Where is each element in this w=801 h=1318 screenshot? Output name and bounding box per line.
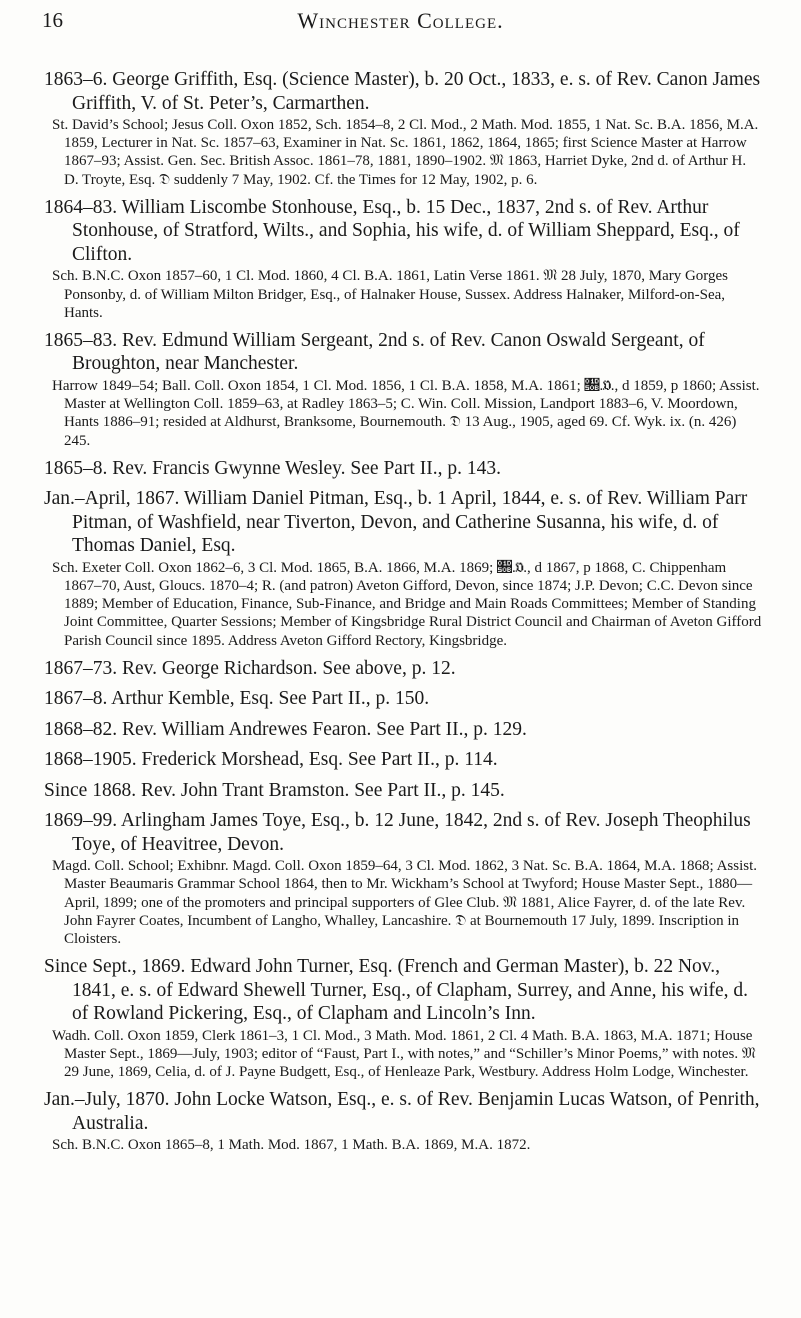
entry-heading: 1868–82. Rev. William Andrewes Fearon. See Part II., p. 129. [44, 718, 527, 740]
entry-heading: Jan.–July, 1870. John Locke Watson, Esq., e. s. of Rev. Benjamin Lucas Watson, of Penrith, Australia. [44, 1089, 760, 1134]
entry-details: Harrow 1849–54; Ball. Coll. Oxon 1854, 1 Cl. Mod. 1856, 1 Cl. B.A. 1858, M.A. 1861; 𝔋.𝔒., d 1859, p 1860; Assist. Master at Wellington Coll. 1859–63, at Radley 1863–5; C. Win. Coll. Mission, Landport 1883–6, V. Moordown, Hants 1886–91; resided at Aldhurst, Branksome, Bournemouth. 𝔇 13 Aug., 1905, aged 69. Cf. Wyk. ix. (n. 426) 245. [52, 377, 760, 449]
entries-list [44, 68, 764, 1162]
entry-heading: 1867–73. Rev. George Richardson. See above, p. 12. [44, 657, 456, 679]
list-item [44, 955, 764, 1081]
entry-heading: Since 1868. Rev. John Trant Bramston. See Part II., p. 145. [44, 779, 505, 801]
list-item [44, 718, 764, 742]
entry-details: Wadh. Coll. Oxon 1859, Clerk 1861–3, 1 Cl. Mod., 3 Math. Mod. 1861, 2 Cl. 4 Math. B.A. 1863, M.A. 1871; House Master Sept., 1869—July, 1903; editor of “Faust, Part I., with notes,” and “Schiller’s Minor Poems,” with notes. 𝔐 29 June, 1869, Celia, d. of J. Payne Budgett, Esq., of Henleaze Park, Westbury. Address Holm Lodge, Winchester. [52, 1027, 756, 1081]
entry-details: Sch. Exeter Coll. Oxon 1862–6, 3 Cl. Mod. 1865, B.A. 1866, M.A. 1869; 𝔋.𝔒., d 1867, p 1868, C. Chippenham 1867–70, Aust, Gloucs. 1870–4; R. (and patron) Aveton Gifford, Devon, since 1874; J.P. Devon; C.C. Devon since 1889; Member of Education, Finance, Sub-Finance, and Bridge and Main Roads Committees; Member of Standing Joint Committee, Quarter Sessions; Member of Kingsbridge Rural District Council and Chairman of Aveton Gifford Parish Council since 1895. Address Aveton Gifford Rectory, Kingsbridge. [52, 559, 762, 649]
entry-heading: 1863–6. George Griffith, Esq. (Science Master), b. 20 Oct., 1833, e. s. of Rev. Canon James Griffith, V. of St. Peter’s, Carmarthen. [44, 69, 761, 114]
entry-heading: 1867–8. Arthur Kemble, Esq. See Part II., p. 150. [44, 688, 430, 710]
list-item [44, 687, 764, 711]
running-head: Winchester College. [297, 8, 504, 33]
entry-heading: 1869–99. Arlingham James Toye, Esq., b. 12 June, 1842, 2nd s. of Rev. Joseph Theophilus Toye, of Heavitree, Devon. [44, 810, 751, 855]
entry-heading: 1865–83. Rev. Edmund William Sergeant, 2nd s. of Rev. Canon Oswald Sergeant, of Broughton, near Manchester. [44, 329, 705, 375]
entry-details: Sch. B.N.C. Oxon 1865–8, 1 Math. Mod. 1867, 1 Math. B.A. 1869, M.A. 1872. [52, 1137, 531, 1154]
list-item [44, 779, 764, 803]
entry-heading: 1865–8. Rev. Francis Gwynne Wesley. See Part II., p. 143. [44, 457, 501, 479]
entry-heading: Jan.–April, 1867. William Daniel Pitman, Esq., b. 1 April, 1844, e. s. of Rev. William Parr Pitman, of Washfield, near Tiverton, Devon, and Catherine Susanna, his wife, d. of Thomas Daniel, Esq. [44, 488, 748, 557]
list-item [44, 329, 764, 450]
entry-details: Sch. B.N.C. Oxon 1857–60, 1 Cl. Mod. 1860, 4 Cl. B.A. 1861, Latin Verse 1861. 𝔐 28 July, 1870, Mary Gorges Ponsonby, d. of William Milton Bridger, Esq., of Halnaker House, Sussex. Address Halnaker, Milford-on-Sea, Hants. [52, 268, 729, 321]
entry-details: St. David’s School; Jesus Coll. Oxon 1852, Sch. 1854–8, 2 Cl. Mod., 2 Math. Mod. 1855, 1 Nat. Sc. B.A. 1856, M.A. 1859, Lecturer in Nat. Sc. 1857–63, Examiner in Nat. Sc. 1861, 1862, 1864, 1865; first Science Master at Harrow 1867–93; Assist. Gen. Sec. British Assoc. 1861–78, 1881, 1890–1902. 𝔐 1863, Harriet Dyke, 2nd d. of Arthur H. D. Troyte, Esq. 𝔇 suddenly 7 May, 1902. Cf. the Times for 12 May, 1902, p. 6. [52, 117, 759, 188]
entry-details: Magd. Coll. School; Exhibnr. Magd. Coll. Oxon 1859–64, 3 Cl. Mod. 1862, 3 Nat. Sc. B.A. 1864, M.A. 1868; Assist. Master Beaumaris Grammar School 1864, then to Mr. Wickham’s School at Twyford; House Master Sept., 1880—April, 1899; one of the promoters and principal supporters of Glee Club. 𝔐 1881, Alice Fayrer, d. of the late Rev. John Fayrer Coates, Incumbent of Langho, Whalley, Lancashire. 𝔇 at Bournemouth 17 July, 1899. Inscription in Cloisters. [52, 858, 758, 948]
entry-heading: Since Sept., 1869. Edward John Turner, Esq. (French and German Master), b. 22 Nov., 1841, e. s. of Edward Shewell Turner, Esq., of Clapham, Surrey, and Anne, his wife, d. of Rowland Pickering, Esq., of Clapham and Lincoln’s Inn. [44, 956, 749, 1025]
list-item [44, 487, 764, 650]
list-item [44, 748, 764, 772]
list-item [44, 457, 764, 481]
entry-heading: 1864–83. William Liscombe Stonhouse, Esq., b. 15 Dec., 1837, 2nd s. of Rev. Arthur Stonhouse, of Stratford, Wilts., and Sophia, his wife, d. of William Sheppard, Esq., of Clifton. [44, 196, 740, 265]
list-item [44, 68, 764, 189]
list-item [44, 1088, 764, 1154]
list-item [44, 657, 764, 681]
list-item [44, 196, 764, 322]
page-number: 16 [42, 8, 63, 32]
entry-heading: 1868–1905. Frederick Morshead, Esq. See Part II., p. 114. [44, 749, 498, 771]
list-item [44, 809, 764, 948]
